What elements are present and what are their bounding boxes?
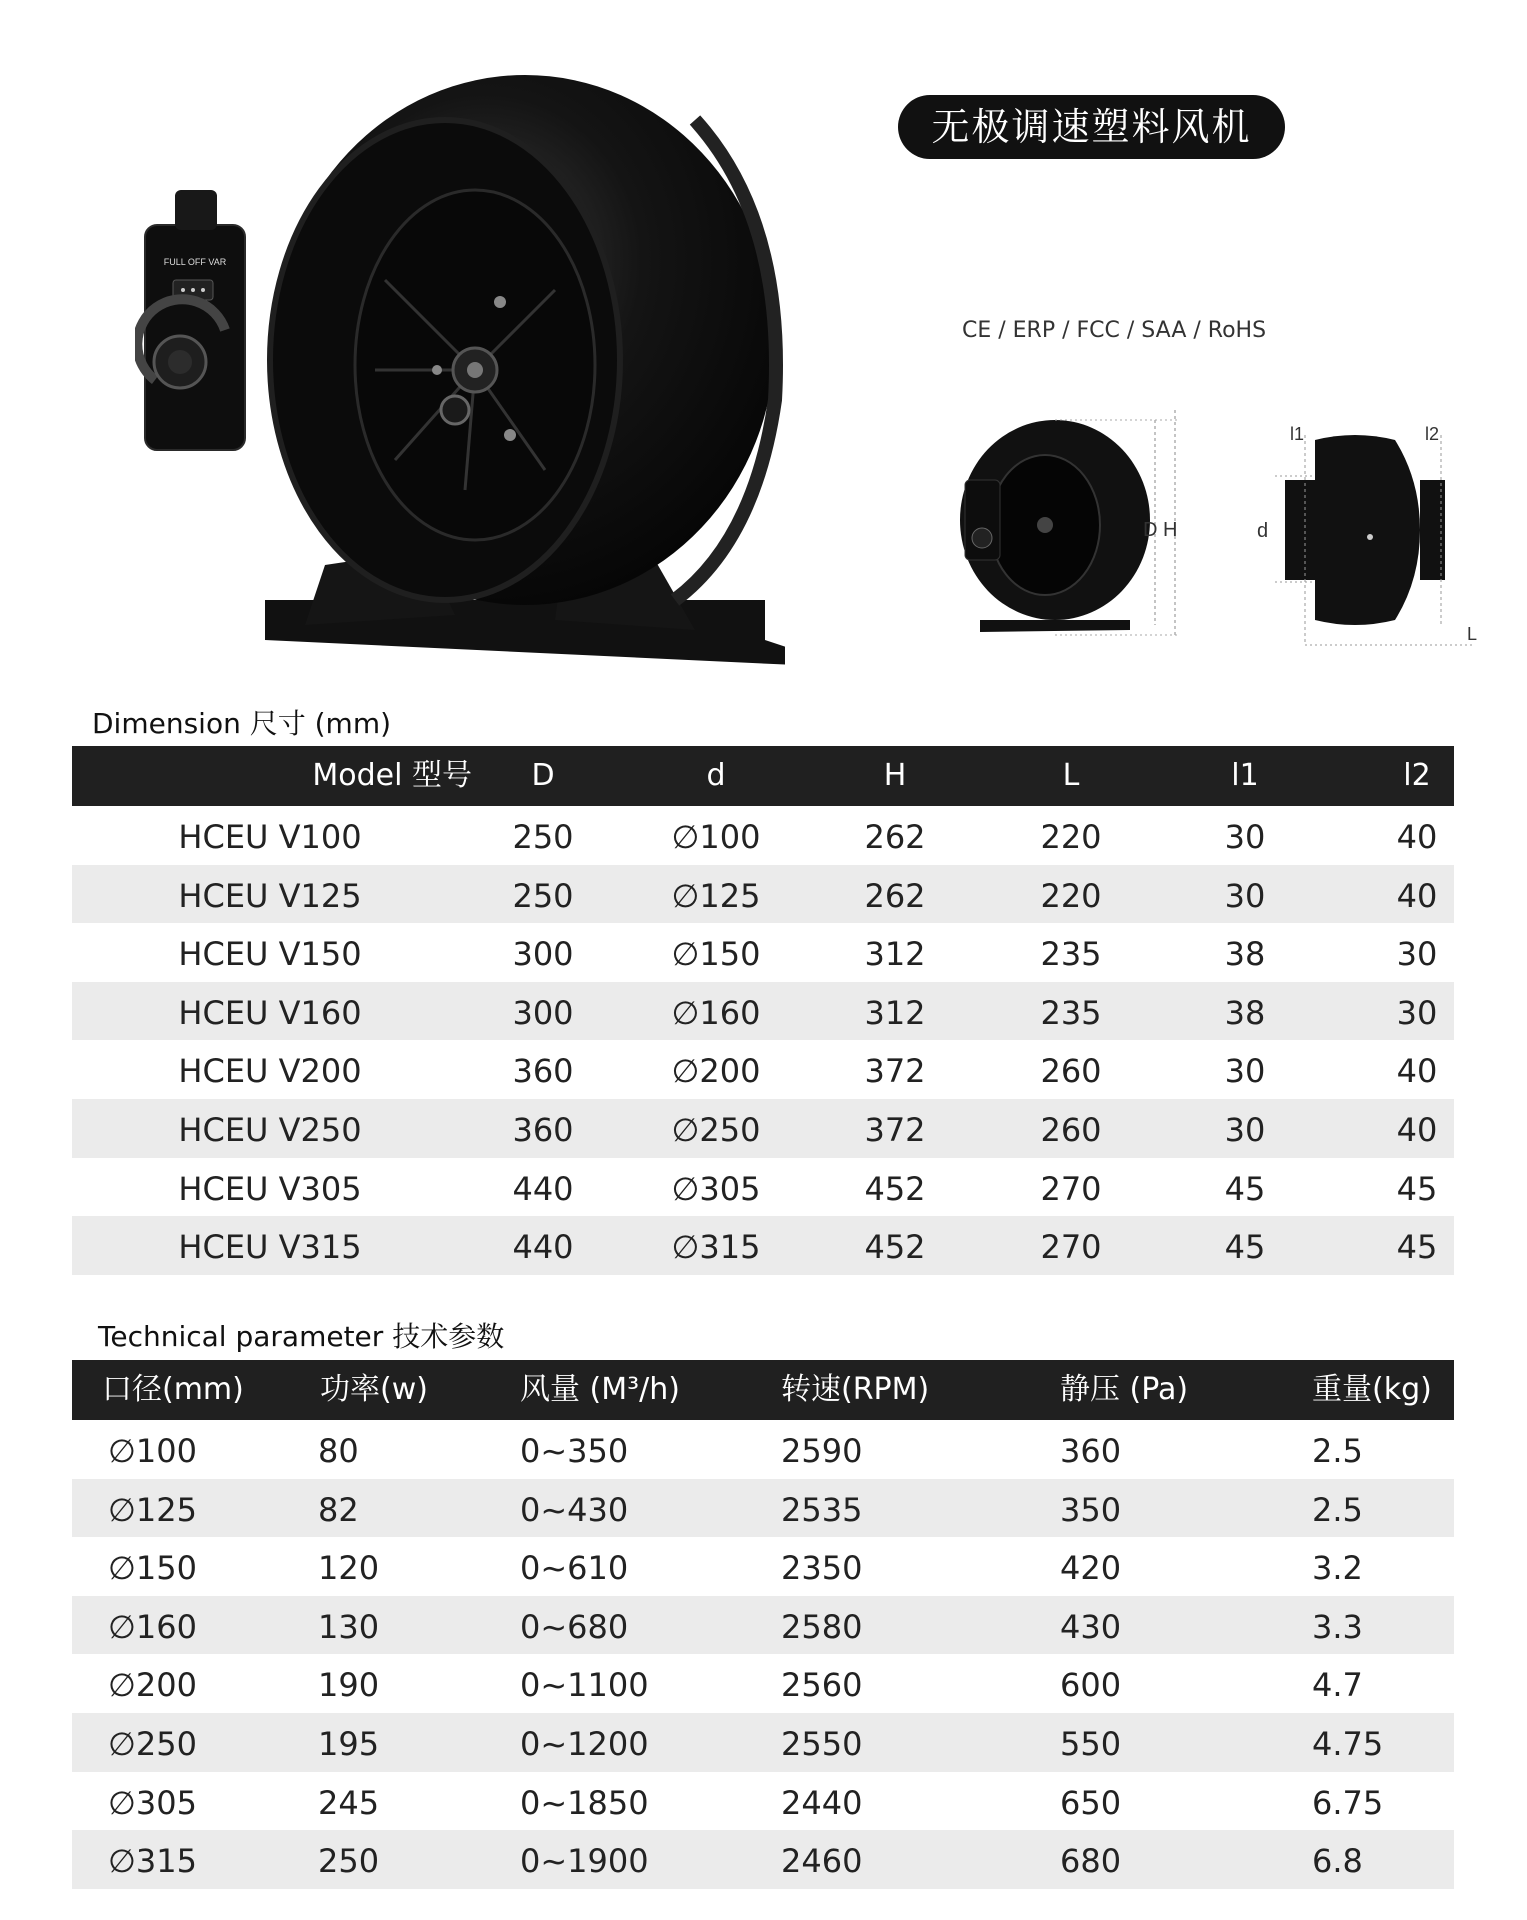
dimension-table: [72, 746, 1454, 1275]
L-cell: 260: [1040, 1052, 1102, 1091]
power-cell: 250: [318, 1842, 380, 1881]
technical-row: [72, 1420, 1454, 1479]
diameter-cell: ∅305: [108, 1783, 197, 1822]
D-cell: 360: [512, 1110, 574, 1149]
D-cell: 300: [512, 935, 574, 974]
label-D: D: [1143, 519, 1158, 541]
pressure-cell: 430: [1060, 1607, 1122, 1646]
l1-cell: 45: [1224, 1169, 1266, 1208]
power-cell: 130: [318, 1607, 380, 1646]
model-cell: HCEU V305: [178, 1169, 362, 1208]
d-cell: ∅125: [671, 876, 761, 915]
technical-row: [72, 1830, 1454, 1889]
dimension-row: [72, 865, 1454, 924]
weight-cell: 4.7: [1312, 1666, 1363, 1705]
dimension-row: [72, 1099, 1454, 1158]
speed-cell: 2350: [781, 1549, 863, 1588]
l2-cell: 40: [1396, 1110, 1438, 1149]
technical-row: [72, 1713, 1454, 1772]
l1-cell: 30: [1224, 876, 1266, 915]
header-D: D: [531, 758, 555, 793]
power-cell: 120: [318, 1549, 380, 1588]
control-box-label: FULL OFF VAR: [163, 257, 227, 267]
label-l2: l2: [1425, 424, 1440, 444]
L-cell: 270: [1040, 1228, 1102, 1267]
diameter-cell: ∅250: [108, 1724, 197, 1763]
pressure-cell: 600: [1060, 1666, 1122, 1705]
dimension-row: [72, 923, 1454, 982]
technical-table-header: [72, 1360, 1454, 1420]
pressure-cell: 350: [1060, 1490, 1122, 1529]
power-cell: 80: [318, 1432, 359, 1470]
header-l1: l1: [1231, 758, 1259, 793]
certifications: CE / ERP / FCC / SAA / RoHS: [962, 318, 1267, 343]
header-diameter: 口径(mm): [102, 1372, 244, 1407]
front-dimension-diagram: [950, 410, 1220, 640]
l1-cell: 38: [1224, 935, 1266, 974]
header-model: Model 型号: [312, 758, 472, 793]
L-cell: 220: [1040, 876, 1102, 915]
airflow-cell: 0~680: [520, 1607, 629, 1646]
l2-cell: 40: [1396, 818, 1438, 856]
l2-cell: 45: [1396, 1169, 1438, 1208]
model-cell: HCEU V250: [178, 1110, 362, 1149]
dimension-table-body: [72, 806, 1454, 1275]
dimension-table-header: [72, 746, 1454, 806]
l1-cell: 30: [1224, 1052, 1266, 1091]
technical-row: [72, 1537, 1454, 1596]
D-cell: 440: [512, 1169, 574, 1208]
header-airflow: 风量 (M³/h): [520, 1372, 680, 1407]
airflow-cell: 0~1100: [520, 1666, 649, 1705]
speed-cell: 2440: [781, 1783, 863, 1822]
d-cell: ∅200: [671, 1052, 761, 1091]
d-cell: ∅150: [671, 935, 761, 974]
airflow-cell: 0~350: [520, 1432, 629, 1470]
power-cell: 190: [318, 1666, 380, 1705]
l2-cell: 40: [1396, 876, 1438, 915]
speed-cell: 2460: [781, 1842, 863, 1881]
airflow-cell: 0~1850: [520, 1783, 649, 1822]
pressure-cell: 420: [1060, 1549, 1122, 1588]
L-cell: 220: [1040, 818, 1102, 856]
speed-cell: 2590: [781, 1432, 863, 1470]
technical-row: [72, 1772, 1454, 1831]
header-L: L: [1062, 758, 1080, 793]
diameter-cell: ∅150: [108, 1549, 197, 1588]
weight-cell: 2.5: [1312, 1490, 1363, 1529]
d-cell: ∅305: [671, 1169, 761, 1208]
header-H: H: [883, 758, 907, 793]
l1-cell: 30: [1224, 818, 1266, 856]
l2-cell: 45: [1396, 1228, 1438, 1267]
model-cell: HCEU V160: [178, 993, 362, 1032]
diameter-cell: ∅315: [108, 1842, 197, 1881]
diameter-cell: ∅100: [108, 1432, 197, 1470]
l2-cell: 40: [1396, 1052, 1438, 1091]
L-cell: 270: [1040, 1169, 1102, 1208]
l1-cell: 38: [1224, 993, 1266, 1032]
l1-cell: 45: [1224, 1228, 1266, 1267]
H-cell: 262: [864, 818, 926, 856]
weight-cell: 3.3: [1312, 1607, 1363, 1646]
pressure-cell: 550: [1060, 1724, 1122, 1763]
D-cell: 250: [512, 876, 574, 915]
side-dimension-diagram: [1245, 420, 1495, 660]
weight-cell: 6.75: [1312, 1783, 1384, 1822]
technical-section-title: [98, 1315, 504, 1355]
H-cell: 372: [864, 1110, 926, 1149]
airflow-cell: 0~610: [520, 1549, 629, 1588]
airflow-cell: 0~1900: [520, 1842, 649, 1881]
D-cell: 440: [512, 1228, 574, 1267]
label-H: H: [1163, 519, 1178, 541]
model-cell: HCEU V150: [178, 935, 362, 974]
pressure-cell: 650: [1060, 1783, 1122, 1822]
diameter-cell: ∅160: [108, 1607, 197, 1646]
weight-cell: 3.2: [1312, 1549, 1363, 1588]
speed-cell: 2560: [781, 1666, 863, 1705]
L-cell: 235: [1040, 993, 1102, 1032]
airflow-cell: 0~430: [520, 1490, 629, 1529]
power-cell: 195: [318, 1724, 380, 1763]
diameter-cell: ∅200: [108, 1666, 197, 1705]
airflow-cell: 0~1200: [520, 1724, 649, 1763]
weight-cell: 6.8: [1312, 1842, 1363, 1881]
product-title: 无极调速塑料风机: [898, 95, 1285, 159]
pressure-cell: 360: [1060, 1432, 1122, 1470]
label-l1: l1: [1290, 424, 1305, 444]
speed-cell: 2550: [781, 1724, 863, 1763]
technical-table-body: [72, 1420, 1454, 1889]
fan-product-image: [135, 40, 785, 680]
model-cell: HCEU V200: [178, 1052, 362, 1091]
speed-cell: 2580: [781, 1607, 863, 1646]
pressure-cell: 680: [1060, 1842, 1122, 1881]
D-cell: 250: [512, 818, 574, 856]
l1-cell: 30: [1224, 1110, 1266, 1149]
header-l2: l2: [1403, 758, 1431, 793]
H-cell: 312: [864, 935, 926, 974]
label-d: d: [1257, 520, 1269, 542]
label-L: L: [1467, 624, 1478, 644]
l2-cell: 30: [1396, 993, 1438, 1032]
H-cell: 312: [864, 993, 926, 1032]
header-weight: 重量(kg): [1312, 1372, 1432, 1407]
diameter-cell: ∅125: [108, 1490, 197, 1529]
technical-title-text: Technical parameter 技术参数: [98, 1320, 505, 1353]
dimension-section-title: [92, 702, 391, 742]
weight-cell: 4.75: [1312, 1724, 1384, 1763]
dimension-row: [72, 1158, 1454, 1217]
dimension-title-text: Dimension 尺寸 (mm): [92, 707, 392, 740]
l2-cell: 30: [1396, 935, 1438, 974]
technical-table: [72, 1360, 1454, 1889]
dimension-row: [72, 1216, 1454, 1275]
header-power: 功率(w): [320, 1372, 428, 1407]
technical-row: [72, 1479, 1454, 1538]
model-cell: HCEU V315: [178, 1228, 362, 1267]
technical-row: [72, 1654, 1454, 1713]
power-cell: 82: [318, 1490, 359, 1529]
d-cell: ∅160: [671, 993, 761, 1032]
header-speed: 转速(RPM): [781, 1372, 930, 1407]
dimension-row: [72, 982, 1454, 1041]
H-cell: 452: [864, 1228, 926, 1267]
header-static-pressure: 静压 (Pa): [1060, 1372, 1189, 1407]
model-cell: HCEU V100: [178, 818, 362, 856]
d-cell: ∅250: [671, 1110, 761, 1149]
H-cell: 372: [864, 1052, 926, 1091]
technical-row: [72, 1596, 1454, 1655]
L-cell: 260: [1040, 1110, 1102, 1149]
weight-cell: 2.5: [1312, 1432, 1363, 1470]
power-cell: 245: [318, 1783, 380, 1822]
d-cell: ∅315: [671, 1228, 761, 1267]
D-cell: 360: [512, 1052, 574, 1091]
header-d: d: [706, 758, 726, 793]
d-cell: ∅100: [671, 818, 761, 856]
H-cell: 452: [864, 1169, 926, 1208]
speed-cell: 2535: [781, 1490, 863, 1529]
D-cell: 300: [512, 993, 574, 1032]
model-cell: HCEU V125: [178, 876, 362, 915]
L-cell: 235: [1040, 935, 1102, 974]
dimension-row: [72, 806, 1454, 865]
H-cell: 262: [864, 876, 926, 915]
dimension-row: [72, 1040, 1454, 1099]
